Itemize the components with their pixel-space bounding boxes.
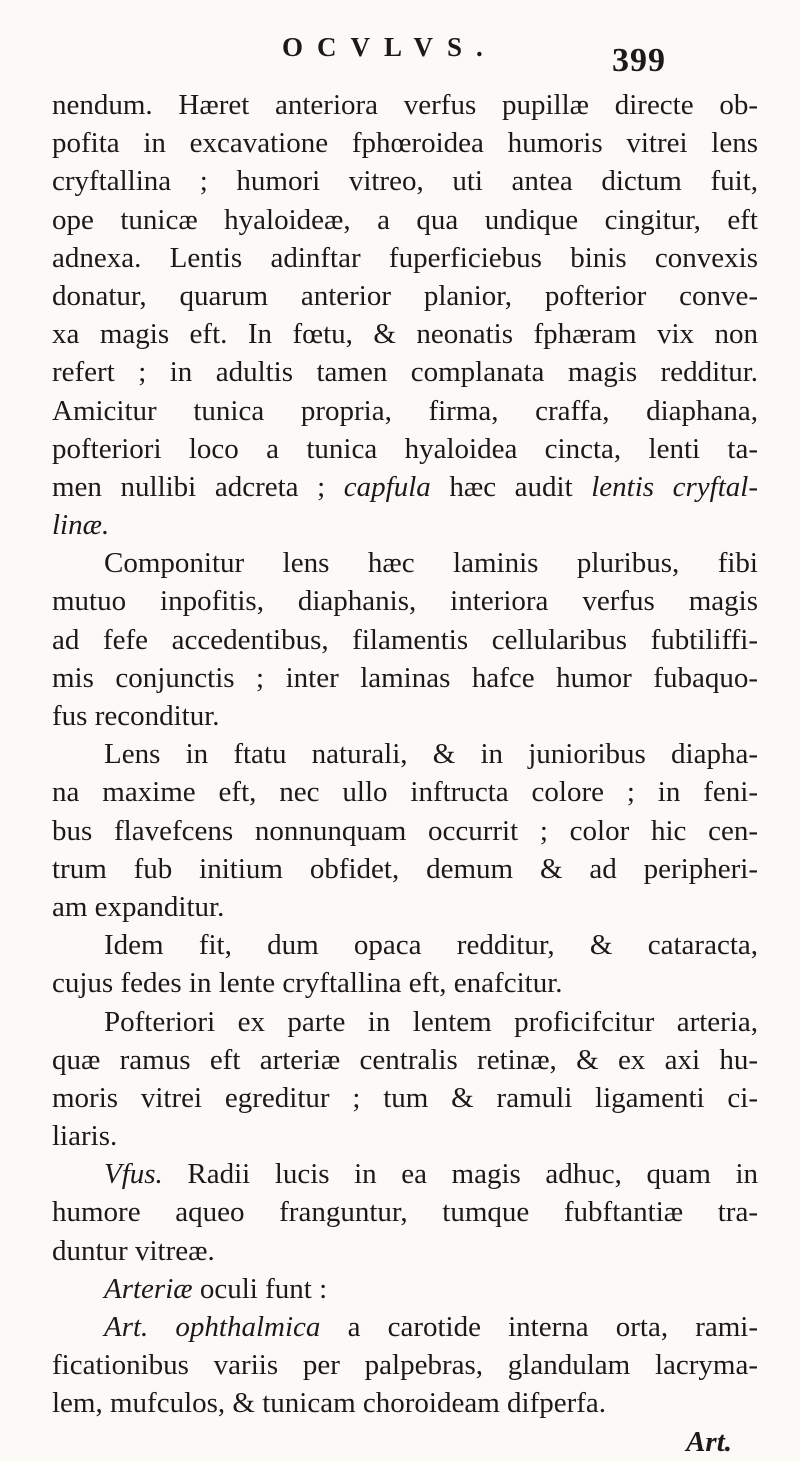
italic-term: Arteriæ [104,1272,193,1305]
paragraph-start: Componitur lens hæc laminis pluribus, fibi [104,547,758,580]
page-number: 399 [612,42,666,79]
text-line: humore aqueo franguntur, tumque fubftantiæ tra- [52,1196,758,1229]
text-line: mutuo inpofitis, diaphanis, interiora verfus magis [52,585,758,618]
text-line: Amicitur tunica propria, firma, craffa, diaphana, [52,394,758,427]
text-line: refert ; in adultis tamen complanata magis redditur. [52,356,758,389]
body-text [52,86,758,1461]
text-line: fus reconditur. [52,700,220,732]
paragraph-start: Art. ophthalmica a carotide interna orta, rami- [104,1311,758,1343]
text-line: ope tunicæ hyaloideæ, a qua undique cingitur, eft [52,203,758,236]
text-line: bus flavefcens nonnunquam occurrit ; color hic cen- [52,814,758,847]
text-line: quæ ramus eft arteriæ centralis retinæ, & ex axi hu- [52,1043,758,1076]
text-line: lem, mufculos, & tunicam choroideam difperfa. [52,1387,607,1420]
text-line: nendum. Hæret anteriora verfus pupillæ directe ob- [52,89,758,121]
text-line: pofteriori loco a tunica hyaloidea cincta, lenti ta- [52,432,758,465]
running-title: OCVLVS. [282,32,497,62]
text-line: duntur vitreæ. [52,1234,215,1267]
italic-term: Art. ophthalmica [104,1311,321,1343]
text-line: ficationibus variis per palpebras, glandulam lacryma- [52,1349,758,1382]
paragraph-start: Idem fit, dum opaca redditur, & cataracta, [104,929,758,962]
text-line [52,506,758,544]
text-line: donatur, quarum anterior planior, pofterior conve- [52,279,758,312]
text-line: adnexa. Lentis adinftar fuperficiebus binis convexis [52,241,758,274]
text-line: moris vitrei egreditur ; tum & ramuli ligamenti ci- [52,1081,758,1114]
paragraph-start: Arteriæ oculi funt : [104,1272,328,1305]
paragraph-start: Pofteriori ex parte in lentem proficifcitur arteria, [104,1005,758,1038]
text-line: am expanditur. [52,890,225,923]
text-line: pofita in excavatione fphœroidea humoris vitrei lens [52,127,758,160]
paragraph-start: Lens in ftatu naturali, & in junioribus diapha- [104,738,758,771]
text-line: ad fefe accedentibus, filamentis cellularibus fubtiliffi- [52,623,758,656]
text-line: cujus fedes in lente cryftallina eft, enafcitur. [52,967,563,1000]
italic-term: lentis cryftal- [591,470,759,503]
text-line: cryftallina ; humori vitreo, uti antea dictum fuit, [52,165,758,198]
text-line: mis conjunctis ; inter laminas hafce humor fubaquo- [52,661,758,694]
italic-term: linæ. [52,509,110,542]
page-header [0,32,800,82]
paragraph-start: Vfus. Radii lucis in ea magis adhuc, quam in [104,1158,758,1191]
text-line: na maxime eft, nec ullo inftructa colore ; in feni- [52,776,758,809]
text-line: liaris. [52,1120,118,1153]
text-line: men nullibi adcreta ; capfula hæc audit lentis cryftal- [52,470,759,503]
text-line: xa magis eft. In fœtu, & neonatis fphæram vix non [52,318,758,351]
catchword: Art. [686,1425,732,1458]
text-line: trum fub initium obfidet, demum & ad peripheri- [52,852,758,885]
italic-term: capfula [343,470,431,503]
italic-term: Vfus. [104,1158,163,1191]
